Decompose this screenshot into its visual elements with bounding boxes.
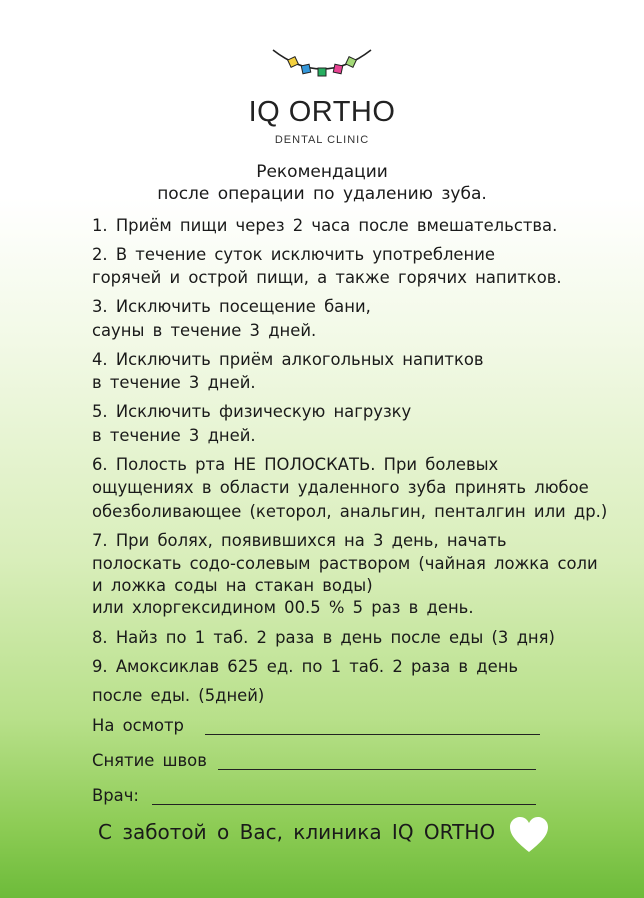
field-checkup-blank [205,734,540,735]
brand-name: IQ ORTHO [248,96,396,128]
document-title: Рекомендации [256,162,388,182]
item-4-line-1: 4. Исключить приём алкогольных напитков [92,350,484,369]
field-checkup-label: На осмотр [92,716,184,735]
item-7-line-1: 7. При болях, появившихся на 3 день, начать [92,531,507,550]
item-5-line-2: в течение 3 дней. [92,426,256,445]
braces-logo-icon [0,44,644,88]
item-7-line-4: или хлоргексидином 00.5 % 5 раз в день. [92,598,474,617]
brand-subtitle: DENTAL CLINIC [274,134,370,146]
item-4-line-2: в течение 3 дней. [92,373,256,392]
item-9-line-2: после еды. (5дней) [92,686,265,705]
item-2-line-1: 2. В течение суток исключить употребление [92,245,495,264]
item-3-line-2: сауны в течение 3 дней. [92,321,317,340]
item-1-line-1: 1. Приём пищи через 2 часа после вмешательства. [92,216,558,235]
item-6-line-3: обезболивающее (кеторол, анальгин, пенталгин или др.) [92,502,608,521]
item-7-line-3: и ложка соды на стакан воды) [92,576,373,595]
item-9-line-1: 9. Амоксиклав 625 ед. по 1 таб. 2 раза в день [92,657,519,676]
item-3-line-1: 3. Исключить посещение бани, [92,297,371,316]
footer-text: С заботой о Вас, клиника IQ ORTHO [98,820,496,844]
field-stitches-blank [218,769,536,770]
document-subtitle: после операции по удалению зуба. [157,184,487,204]
item-8-line-1: 8. Найз по 1 таб. 2 раза в день после еды (3 дня) [92,628,555,647]
field-stitches-label: Снятие швов [92,751,207,770]
item-2-line-2: горячей и острой пищи, а также горячих напитков. [92,268,562,287]
item-7-line-2: полоскать содо-солевым раствором (чайная ложка соли [92,554,598,573]
item-6-line-1: 6. Полость рта НЕ ПОЛОСКАТЬ. При болевых [92,455,499,474]
item-6-line-2: ощущениях в области удаленного зуба принять любое [92,478,589,497]
item-5-line-1: 5. Исключить физическую нагрузку [92,402,412,421]
heart-icon [508,816,550,858]
field-doctor-blank [152,804,536,805]
field-doctor-label: Врач: [92,786,139,805]
